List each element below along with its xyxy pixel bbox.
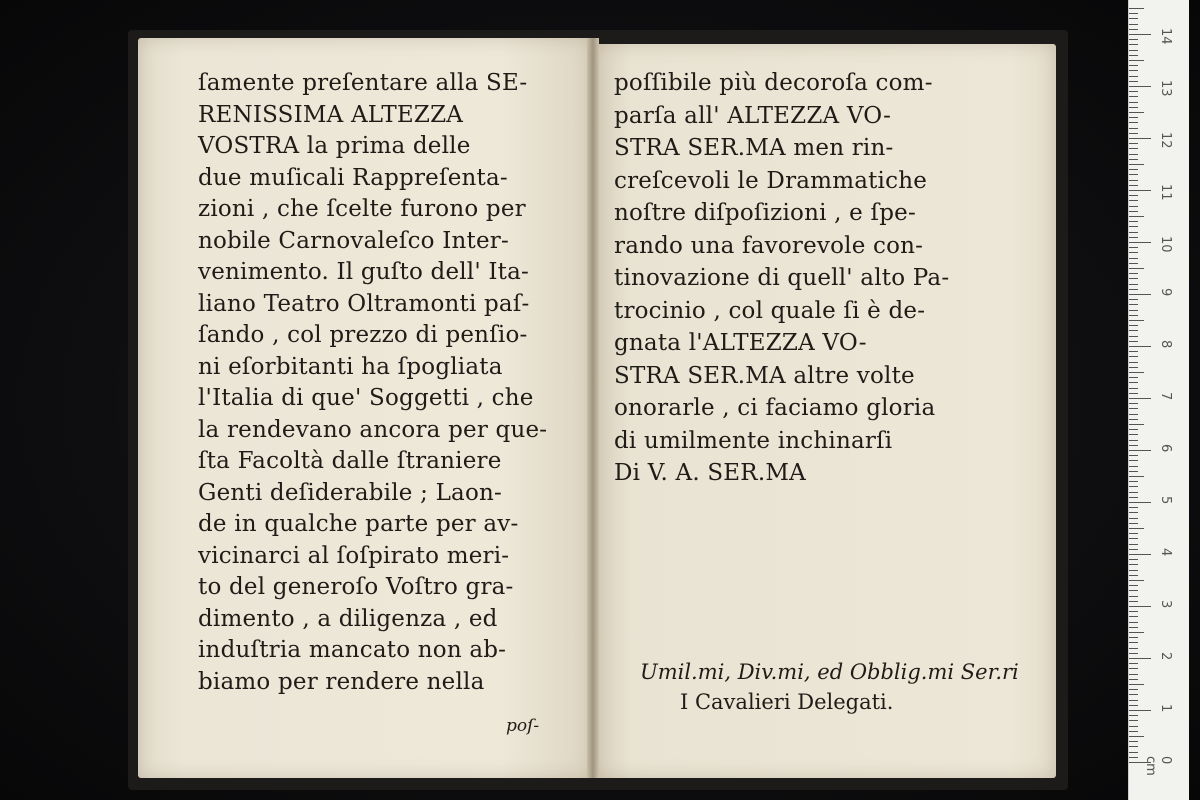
ruler-tick [1129,367,1138,368]
ruler-tick [1129,585,1138,586]
right-line: di umilmente inchinarſi [614,427,893,454]
ruler-tick [1129,627,1138,628]
ruler-tick [1129,450,1151,451]
ruler-tick [1129,336,1138,337]
left-line: venimento. Il guſto dell' Ita- [198,259,530,285]
ruler-tick [1129,341,1138,342]
ruler-tick [1129,289,1138,290]
left-line: liano Teatro Oltramonti paſ- [198,290,530,317]
left-line: biamo per rendere nella [198,668,485,695]
ruler-tick [1129,143,1138,144]
ruler-label: 1 [1158,704,1173,713]
ruler-tick [1129,606,1151,607]
ruler-tick [1129,81,1138,82]
ruler-tick [1129,460,1138,461]
ruler-tick [1129,60,1144,61]
ruler-tick [1129,429,1138,430]
ruler-tick [1129,590,1138,591]
ruler-tick [1129,44,1138,45]
ruler-tick [1129,424,1144,425]
ruler-tick [1129,263,1138,264]
ruler-tick [1129,596,1138,597]
signature-names: I Cavalieri Delegati. [680,690,894,714]
ruler-tick [1129,741,1138,742]
ruler-tick [1129,736,1144,737]
ruler-tick [1129,91,1138,92]
ruler-tick [1129,154,1138,155]
ruler-tick [1129,544,1138,545]
ruler-tick [1129,315,1138,316]
ruler-tick [1129,221,1138,222]
ruler-tick [1129,679,1138,680]
ruler-tick [1129,705,1138,706]
ruler-tick [1129,419,1138,420]
ruler-tick [1129,55,1138,56]
ruler-tick [1129,299,1138,300]
ruler-tick [1129,117,1138,118]
ruler-tick [1129,320,1144,321]
catchword: poſ- [506,716,540,736]
ruler-tick [1129,174,1138,175]
ruler-tick [1129,497,1138,498]
ruler-tick [1129,39,1138,40]
ruler-label: 6 [1158,444,1173,453]
ruler-tick [1129,247,1138,248]
ruler-tick [1129,731,1138,732]
left-line: due muſicali Rappreſenta- [198,164,508,191]
ruler-label: 2 [1158,652,1173,661]
left-line: Genti deſiderabile ; Laon- [198,479,502,506]
ruler-tick [1129,445,1138,446]
right-line: poſſibile più decoroſa com- [614,70,933,96]
ruler-tick [1129,8,1144,9]
ruler-tick [1129,720,1138,721]
ruler-tick [1129,414,1138,415]
ruler-tick [1129,237,1138,238]
ruler-tick [1129,611,1138,612]
ruler-tick [1129,180,1138,181]
ruler-tick [1129,206,1138,207]
ruler-tick [1129,403,1138,404]
left-line: de in qualche parte per av- [198,511,519,537]
left-line: zioni , che ſcelte furono per [198,196,526,222]
ruler-tick [1129,70,1138,71]
ruler-label: 13 [1158,80,1173,97]
ruler-label: 14 [1158,28,1173,45]
ruler-tick [1129,476,1144,477]
left-line: RENISSIMA ALTEZZA [198,101,464,128]
right-line: noſtre diſpoſizioni , e ſpe- [614,200,916,226]
ruler-label: 0 cm [1143,756,1173,776]
ruler-label: 8 [1158,340,1173,349]
ruler-label: 12 [1158,132,1173,149]
ruler-tick [1129,138,1151,139]
ruler-tick [1129,694,1138,695]
ruler-tick [1129,18,1138,19]
ruler-tick [1129,102,1138,103]
right-line: gnata l'ALTEZZA VO- [614,330,867,356]
ruler-tick [1129,164,1144,165]
ruler-tick [1129,96,1138,97]
ruler-tick [1129,362,1138,363]
ruler-tick [1129,746,1138,747]
ruler-tick [1129,372,1144,373]
ruler-tick [1129,112,1144,113]
left-line: ſta Facoltà dalle ſtraniere [198,448,502,474]
ruler-tick [1129,559,1138,560]
ruler-tick [1129,107,1138,108]
ruler-tick [1129,133,1138,134]
ruler-tick [1129,122,1138,123]
ruler-tick [1129,356,1138,357]
ruler-tick [1129,388,1138,389]
ruler-tick [1129,310,1138,311]
ruler-tick [1129,65,1138,66]
ruler-tick [1129,325,1138,326]
ruler-tick [1129,242,1151,243]
ruler-tick [1129,632,1144,633]
left-line: dimento , a diligenza , ed [198,605,498,632]
ruler-tick [1129,700,1138,701]
ruler-tick [1129,757,1138,758]
ruler-tick [1129,268,1144,269]
ruler-tick [1129,658,1151,659]
ruler-tick [1129,466,1138,467]
ruler-tick [1129,232,1138,233]
ruler-tick [1129,398,1151,399]
ruler-tick [1129,715,1138,716]
ruler-tick [1129,637,1138,638]
ruler-tick [1129,330,1138,331]
ruler-label: 9 [1158,288,1173,297]
left-line: to del generoſo Voſtro gra- [198,574,514,600]
signature-titles: Umil.mi, Div.mi, ed Obblig.mi Ser.ri [640,660,1019,684]
ruler-label: 11 [1158,184,1173,201]
right-line: tinovazione di quell' alto Pa- [614,265,950,291]
ruler-tick [1129,252,1138,253]
ruler-tick [1129,211,1138,212]
ruler-tick [1129,76,1138,77]
ruler-tick [1129,471,1138,472]
ruler-tick [1129,377,1138,378]
ruler-tick [1129,393,1138,394]
ruler-tick [1129,190,1151,191]
right-line: trocinio , col quale ſi è de- [614,297,926,324]
ruler-tick [1129,29,1138,30]
right-line: rando una favorevole con- [614,232,924,259]
ruler-label: 4 [1158,548,1173,557]
ruler-tick [1129,128,1138,129]
ruler-tick [1129,523,1138,524]
ruler-tick [1129,518,1138,519]
left-line: vicinarci al ſoſpirato meri- [198,542,510,569]
ruler-tick [1129,726,1138,727]
ruler-tick [1129,351,1138,352]
ruler-tick [1129,304,1138,305]
ruler-tick [1129,538,1138,539]
ruler-tick [1129,507,1138,508]
ruler-tick [1129,710,1151,711]
left-line: la rendevano ancora per que- [198,416,548,443]
ruler-tick [1129,684,1144,685]
ruler-tick [1129,34,1151,35]
ruler-tick [1129,13,1138,14]
ruler-tick [1129,434,1138,435]
ruler-tick [1129,752,1138,753]
ruler-tick [1129,528,1144,529]
ruler-tick [1129,185,1138,186]
ruler-tick [1129,674,1138,675]
ruler-tick [1129,200,1138,201]
left-line: ſando , col prezzo di penſio- [198,322,528,348]
ruler-tick [1129,294,1151,295]
left-line: nobile Carnovaleſco Inter- [198,227,509,254]
left-line: ſamente preſentare alla SE- [198,70,528,96]
ruler-tick [1129,663,1138,664]
ruler-tick [1129,440,1138,441]
left-line: l'Italia di que' Soggetti , che [198,385,534,411]
ruler-tick [1129,653,1138,654]
ruler-tick [1129,616,1138,617]
ruler-tick [1129,50,1138,51]
ruler-tick [1129,216,1144,217]
ruler-tick [1129,601,1138,602]
ruler-tick [1129,502,1151,503]
right-line: STRA SER.MA altre volte [614,362,915,389]
ruler-tick [1129,512,1138,513]
ruler-tick [1129,258,1138,259]
right-line: onorarle , ci faciamo gloria [614,395,936,421]
ruler-tick [1129,668,1138,669]
ruler-tick [1129,481,1138,482]
left-line: induſtria mancato non ab- [198,637,507,663]
ruler-tick [1129,148,1138,149]
ruler-label: 5 [1158,496,1173,505]
ruler-tick [1129,382,1138,383]
ruler-tick [1129,492,1138,493]
right-line: STRA SER.MA men rin- [614,135,894,161]
ruler-tick [1129,549,1138,550]
ruler-tick [1129,195,1138,196]
ruler-tick [1129,575,1138,576]
ruler-tick [1129,564,1138,565]
ruler-tick [1129,486,1138,487]
left-line: ni eſorbitanti ha ſpogliata [198,353,503,380]
right-line: parſa all' ALTEZZA VO- [614,102,892,129]
ruler-label: 10 [1158,236,1173,253]
measuring-ruler [1128,0,1189,800]
ruler-tick [1129,580,1144,581]
ruler-tick [1129,689,1138,690]
ruler-tick [1129,455,1138,456]
ruler-tick [1129,226,1138,227]
ruler-tick [1129,24,1138,25]
ruler-tick [1129,533,1138,534]
ruler-tick [1129,86,1151,87]
ruler-tick [1129,570,1138,571]
ruler-tick [1129,346,1151,347]
ruler-tick [1129,284,1138,285]
ruler-tick [1129,408,1138,409]
ruler-tick [1129,159,1138,160]
ruler-tick [1129,622,1138,623]
ruler-label: 3 [1158,600,1173,609]
book-gutter [587,38,599,778]
right-line: Di V. A. SER.MA [614,460,806,486]
ruler-label: 7 [1158,392,1173,401]
ruler-tick [1129,273,1138,274]
right-line: creſcevoli le Drammatiche [614,167,928,194]
ruler-tick [1129,169,1138,170]
ruler-tick [1129,554,1151,555]
ruler-tick [1129,648,1138,649]
ruler-tick [1129,642,1138,643]
ruler-tick [1129,278,1138,279]
left-line: VOSTRA la prima delle [198,133,471,159]
